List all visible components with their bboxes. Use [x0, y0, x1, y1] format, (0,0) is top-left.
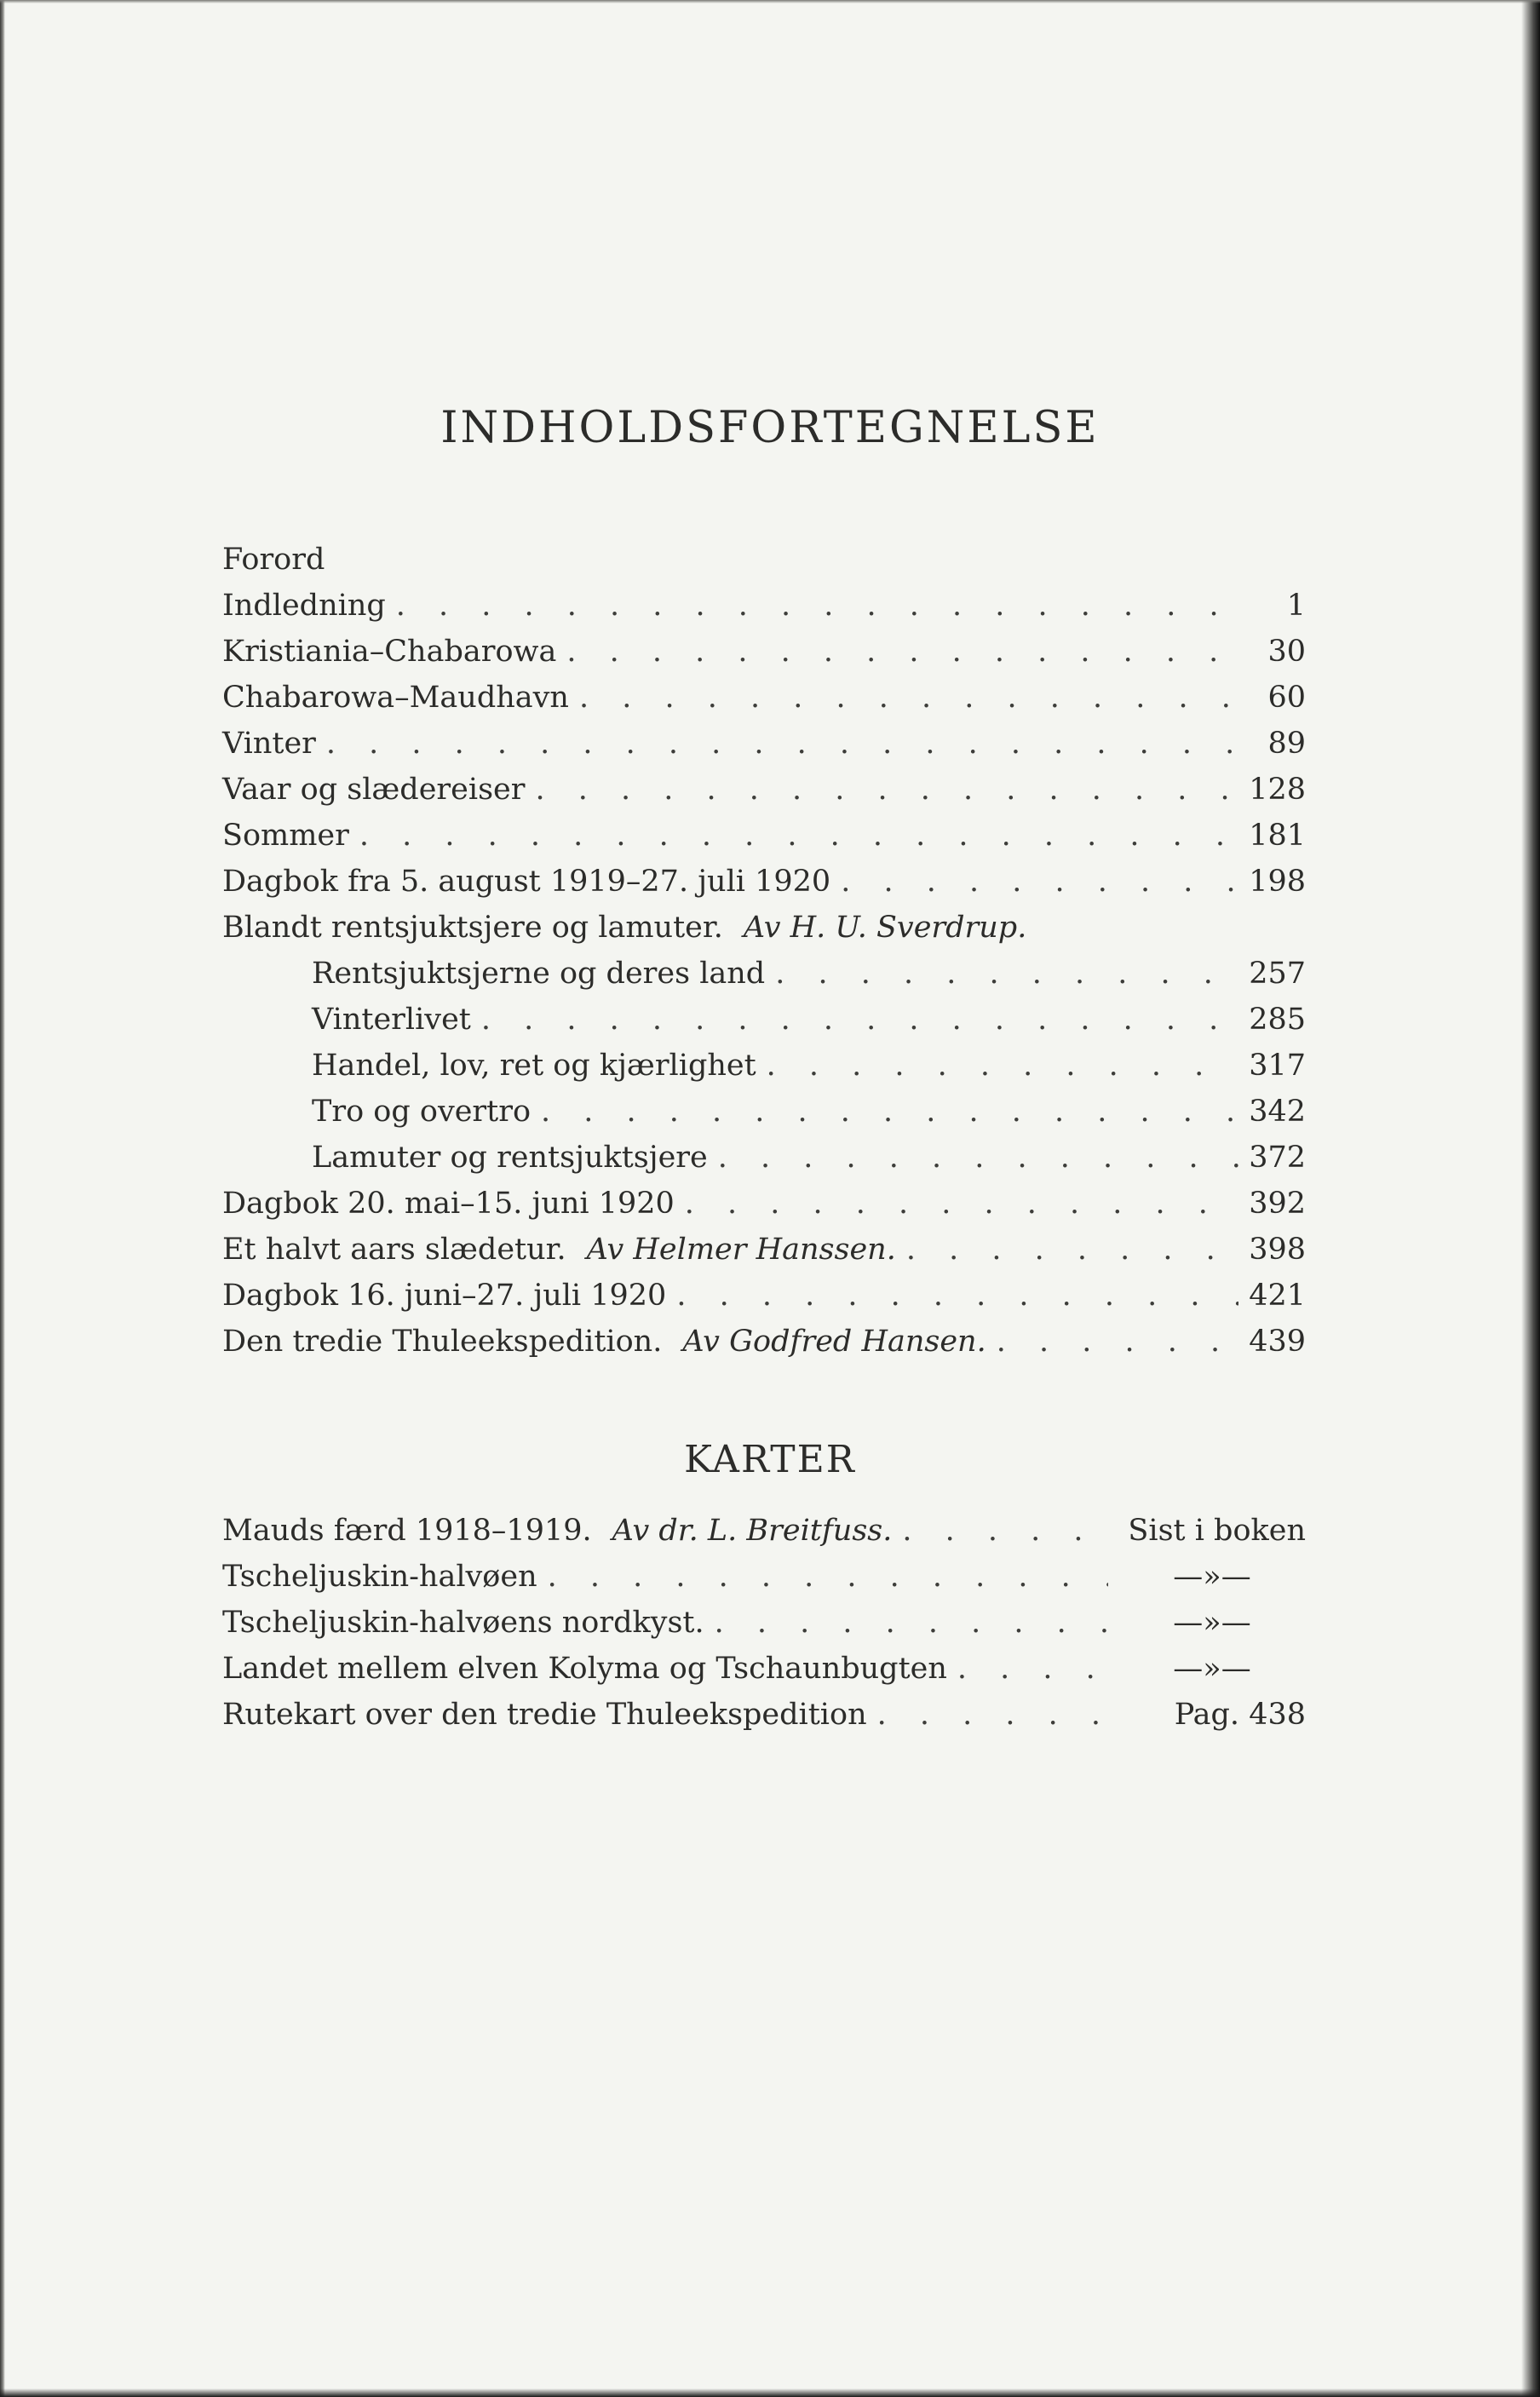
- dot-leader: [715, 1600, 1108, 1646]
- toc-entry-title: [222, 1319, 986, 1365]
- page-number: 372: [1249, 1141, 1306, 1175]
- map-location: —»—: [1173, 1606, 1251, 1640]
- toc-entry-title: [222, 813, 349, 859]
- toc-entry: [222, 583, 1306, 629]
- toc-entry: [222, 675, 1306, 721]
- toc-entry-title: [222, 767, 525, 813]
- toc-entry: [222, 721, 1306, 767]
- table-of-contents: [222, 537, 1306, 1365]
- entry-label: Den tredie Thuleekspedition.: [222, 1325, 663, 1359]
- map-entry: [222, 1600, 1306, 1646]
- toc-entry-title: [222, 1227, 896, 1273]
- page-number: 30: [1267, 635, 1306, 669]
- map-entry-title: [222, 1600, 704, 1646]
- entry-label: Indledning: [222, 589, 386, 623]
- toc-entry-title: [222, 583, 386, 629]
- map-entry: [222, 1508, 1306, 1554]
- toc-entry: [222, 1135, 1306, 1181]
- dot-leader: [535, 767, 1238, 813]
- map-entry: [222, 1646, 1306, 1692]
- entry-label: Vaar og slædereiser: [222, 773, 526, 807]
- dot-leader: [902, 1508, 1108, 1554]
- toc-entry-title: [312, 1043, 756, 1089]
- toc-entry-title: [312, 997, 471, 1043]
- toc-entry-title: [222, 721, 316, 767]
- entry-label: Lamuter og rentsjuktsjere: [312, 1141, 708, 1175]
- toc-entry: [222, 813, 1306, 859]
- entry-label: Tscheljuskin-halvøen: [222, 1560, 537, 1594]
- map-entry-title: [222, 1646, 947, 1692]
- page-number: 285: [1249, 1003, 1306, 1037]
- page-number: 128: [1249, 773, 1306, 807]
- map-location: —»—: [1173, 1652, 1251, 1686]
- map-entry: [222, 1692, 1306, 1738]
- page-edge-left: [0, 0, 5, 2397]
- page-title: INDHOLDSFORTEGNELSE: [440, 403, 1100, 453]
- dot-leader: [579, 675, 1244, 721]
- entry-label: Kristiania–Chabarowa: [222, 635, 557, 669]
- dot-leader: [906, 1227, 1238, 1273]
- page-number: 421: [1249, 1279, 1306, 1313]
- map-location: Pag. 438: [1174, 1698, 1306, 1732]
- page-edge-bottom: [0, 2388, 1540, 2397]
- map-entry-title: [222, 1554, 537, 1600]
- dot-leader: [685, 1181, 1238, 1227]
- page-number: 257: [1249, 957, 1306, 991]
- toc-entry: [222, 629, 1306, 675]
- page-number: 1: [1286, 589, 1306, 623]
- entry-label: Sommer: [222, 819, 349, 853]
- entry-author: Av H. U. Sverdrup.: [743, 911, 1027, 945]
- dot-leader: [541, 1089, 1238, 1135]
- toc-entry: [222, 767, 1306, 813]
- page-number: 398: [1249, 1233, 1306, 1267]
- entry-label: Vinter: [222, 727, 316, 761]
- toc-entry-title: [312, 951, 765, 997]
- entry-label: Dagbok 20. mai–15. juni 1920: [222, 1187, 675, 1221]
- dot-leader: [718, 1135, 1238, 1181]
- dot-leader: [548, 1554, 1108, 1600]
- toc-entry-title: [312, 1089, 531, 1135]
- entry-label: Forord: [222, 543, 325, 577]
- toc-entry-title: [222, 1181, 675, 1227]
- dot-leader: [566, 629, 1244, 675]
- entry-label: Handel, lov, ret og kjærlighet: [312, 1049, 756, 1083]
- map-entry-title: [222, 1692, 867, 1738]
- toc-entry: [222, 997, 1306, 1043]
- karter-heading: KARTER: [684, 1438, 856, 1481]
- dot-leader: [841, 859, 1238, 905]
- toc-entry-title: [222, 675, 569, 721]
- toc-entry: [222, 1181, 1306, 1227]
- map-location: —»—: [1173, 1560, 1251, 1594]
- dot-leader: [481, 997, 1238, 1043]
- entry-label: Mauds færd 1918–1919.: [222, 1514, 592, 1548]
- toc-entry-title: [312, 1135, 708, 1181]
- toc-entry-title: [222, 537, 325, 583]
- entry-label: Dagbok 16. juni–27. juli 1920: [222, 1279, 667, 1313]
- dot-leader: [775, 951, 1238, 997]
- entry-label: Dagbok fra 5. august 1919–27. juli 1920: [222, 865, 831, 899]
- entry-author: Av Godfred Hansen.: [682, 1325, 986, 1359]
- dot-leader: [767, 1043, 1239, 1089]
- toc-entry: [222, 951, 1306, 997]
- toc-entry: [222, 1089, 1306, 1135]
- page-edge-top: [0, 0, 1540, 3]
- toc-entry: [222, 1043, 1306, 1089]
- dot-leader: [396, 583, 1244, 629]
- dot-leader: [359, 813, 1238, 859]
- toc-entry-title: [222, 905, 1026, 951]
- entry-label: Rentsjuktsjerne og deres land: [312, 957, 766, 991]
- toc-entry-title: [222, 1273, 666, 1319]
- toc-entry: [222, 1273, 1306, 1319]
- maps-list: [222, 1508, 1306, 1738]
- toc-entry-title: [222, 629, 556, 675]
- page-number: 89: [1267, 727, 1306, 761]
- entry-label: Tro og overtro: [312, 1095, 532, 1129]
- page-number: 392: [1249, 1187, 1306, 1221]
- toc-entry: [222, 537, 1306, 583]
- entry-label: Chabarowa–Maudhavn: [222, 681, 569, 715]
- map-entry-title: [222, 1508, 892, 1554]
- dot-leader: [326, 721, 1244, 767]
- entry-label: Landet mellem elven Kolyma og Tschaunbugten: [222, 1652, 947, 1686]
- dot-leader: [877, 1692, 1108, 1738]
- page-number: 317: [1249, 1049, 1306, 1083]
- entry-label: Rutekart over den tredie Thuleekspedition: [222, 1698, 867, 1732]
- toc-entry: [222, 859, 1306, 905]
- dot-leader: [957, 1646, 1108, 1692]
- page-number: 181: [1249, 819, 1306, 853]
- entry-label: Vinterlivet: [312, 1003, 471, 1037]
- toc-entry: [222, 1319, 1306, 1365]
- toc-entry: [222, 905, 1306, 951]
- entry-label: Et halvt aars slædetur.: [222, 1233, 566, 1267]
- dot-leader: [676, 1273, 1238, 1319]
- map-entry: [222, 1554, 1306, 1600]
- entry-author: Av dr. L. Breitfuss.: [612, 1514, 893, 1548]
- page-number: 198: [1249, 865, 1306, 899]
- page-edge-right: [1521, 0, 1540, 2397]
- toc-entry-title: [222, 859, 830, 905]
- entry-label: Tscheljuskin-halvøens nordkyst.: [222, 1606, 704, 1640]
- page-number: 342: [1249, 1095, 1306, 1129]
- map-location: Sist i boken: [1128, 1514, 1306, 1548]
- dot-leader: [997, 1319, 1238, 1365]
- page-number: 439: [1249, 1325, 1306, 1359]
- toc-entry: [222, 1227, 1306, 1273]
- entry-label: Blandt rentsjuktsjere og lamuter.: [222, 911, 723, 945]
- page-number: 60: [1267, 681, 1306, 715]
- entry-author: Av Helmer Hanssen.: [586, 1233, 896, 1267]
